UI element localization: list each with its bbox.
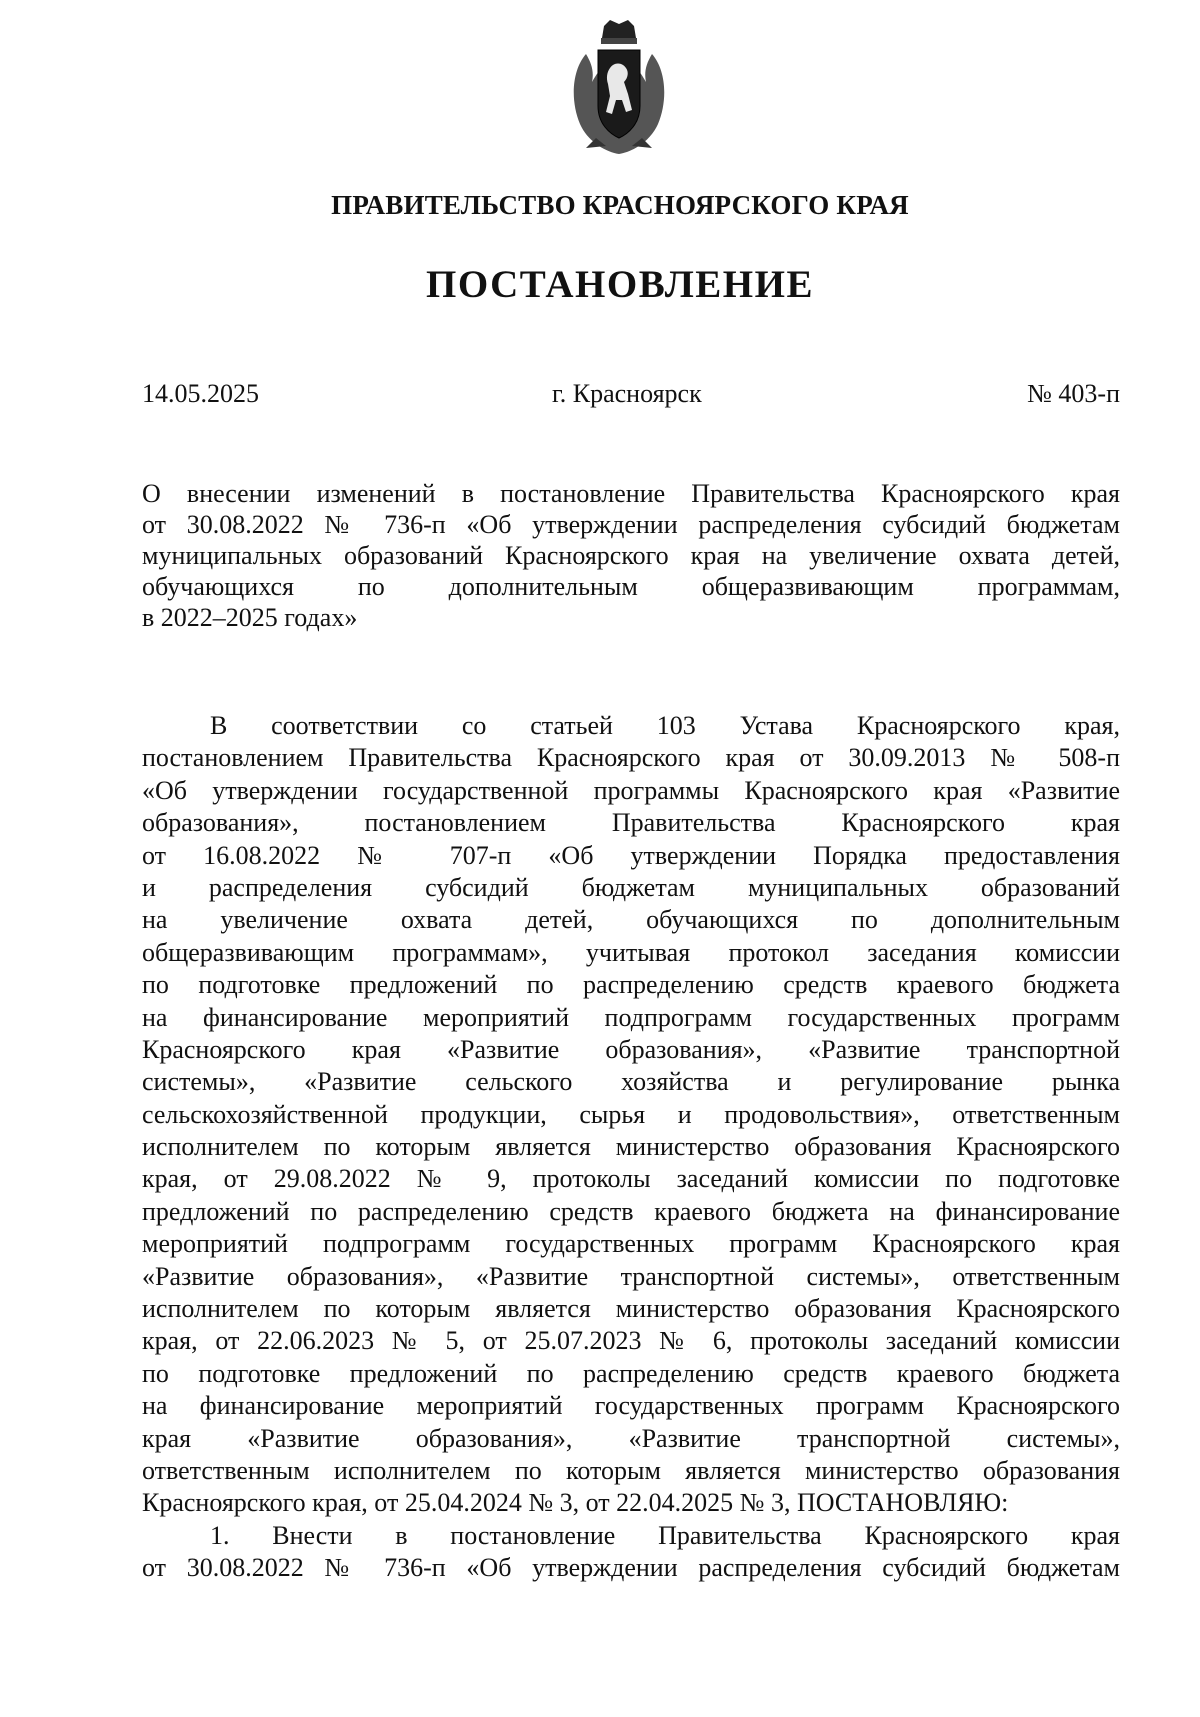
subject-line: обучающихся по дополнительным общеразвивающим программам, xyxy=(142,572,1120,601)
body-line: «Развитие образования», «Развитие транспортной системы», ответственным xyxy=(142,1261,1120,1291)
body-line: и распределения субсидий бюджетам муниципальных образований xyxy=(142,872,1120,902)
document-number: № 403-п xyxy=(1027,379,1120,408)
body-line: по подготовке предложений по распределению средств краевого бюджета xyxy=(142,970,1120,1000)
document-city: г. Красноярск xyxy=(552,379,702,408)
body-line: 1. Внести в постановление Правительства Красноярского края xyxy=(210,1520,1120,1550)
body-line: Красноярского края, от 25.04.2024 № 3, от 22.04.2025 № 3, ПОСТАНОВЛЯЮ: xyxy=(142,1488,1009,1518)
body-line: общеразвивающим программам», учитывая протокол заседания комиссии xyxy=(142,937,1120,967)
document-body xyxy=(142,710,1120,1585)
body-line: Красноярского края «Развитие образования», «Развитие транспортной xyxy=(142,1034,1120,1064)
document-meta xyxy=(142,379,1120,411)
body-line: образования», постановлением Правительства Красноярского края xyxy=(142,808,1120,838)
body-line: от 16.08.2022 № 707-п «Об утверждении Порядка предоставления xyxy=(142,840,1120,870)
body-line: мероприятий подпрограмм государственных программ Красноярского края xyxy=(142,1229,1120,1259)
body-line: на финансирование мероприятий государственных программ Красноярского xyxy=(142,1391,1120,1421)
subject-line: от 30.08.2022 № 736-п «Об утверждении распределения субсидий бюджетам xyxy=(142,510,1120,539)
document-type: ПОСТАНОВЛЕНИЕ xyxy=(425,263,814,306)
body-line: края «Развитие образования», «Развитие транспортной системы», xyxy=(142,1423,1120,1453)
subject-line: в 2022–2025 годах» xyxy=(142,603,358,632)
body-line: В соответствии со статьей 103 Устава Красноярского края, xyxy=(210,711,1120,740)
body-line: предложений по распределению средств краевого бюджета на финансирование xyxy=(142,1196,1120,1226)
subject-line: О внесении изменений в постановление Правительства Красноярского края xyxy=(142,479,1120,508)
subject-line: муниципальных образований Красноярского края на увеличение охвата детей, xyxy=(142,541,1120,570)
body-line: на финансирование мероприятий подпрограмм государственных программ xyxy=(142,1002,1120,1032)
body-line: от 30.08.2022 № 736-п «Об утверждении распределения субсидий бюджетам xyxy=(142,1553,1120,1583)
body-line: ответственным исполнителем по которым является министерство образования xyxy=(142,1455,1120,1485)
body-line: исполнителем по которым является министерство образования Красноярского xyxy=(142,1294,1120,1324)
body-line: края, от 29.08.2022 № 9, протоколы заседаний комиссии по подготовке xyxy=(142,1164,1120,1194)
body-line: исполнителем по которым является министерство образования Красноярского xyxy=(142,1132,1120,1162)
body-line: по подготовке предложений по распределению средств краевого бюджета xyxy=(142,1358,1120,1388)
body-line: постановлением Правительства Красноярского края от 30.09.2013 № 508-п xyxy=(142,743,1120,773)
document-subject xyxy=(142,478,1120,633)
coat-of-arms-icon xyxy=(566,20,672,156)
government-name: ПРАВИТЕЛЬСТВО КРАСНОЯРСКОГО КРАЯ xyxy=(331,190,909,220)
body-line: края, от 22.06.2023 № 5, от 25.07.2023 № 6, протоколы заседаний комиссии xyxy=(142,1326,1120,1356)
document-date: 14.05.2025 xyxy=(142,379,259,408)
body-line: «Об утверждении государственной программы Красноярского края «Развитие xyxy=(142,775,1120,805)
body-line: системы», «Развитие сельского хозяйства и регулирование рынка xyxy=(142,1067,1120,1097)
body-line: сельскохозяйственной продукции, сырья и продовольствия», ответственным xyxy=(142,1099,1120,1129)
body-line: на увеличение охвата детей, обучающихся по дополнительным xyxy=(142,905,1120,935)
